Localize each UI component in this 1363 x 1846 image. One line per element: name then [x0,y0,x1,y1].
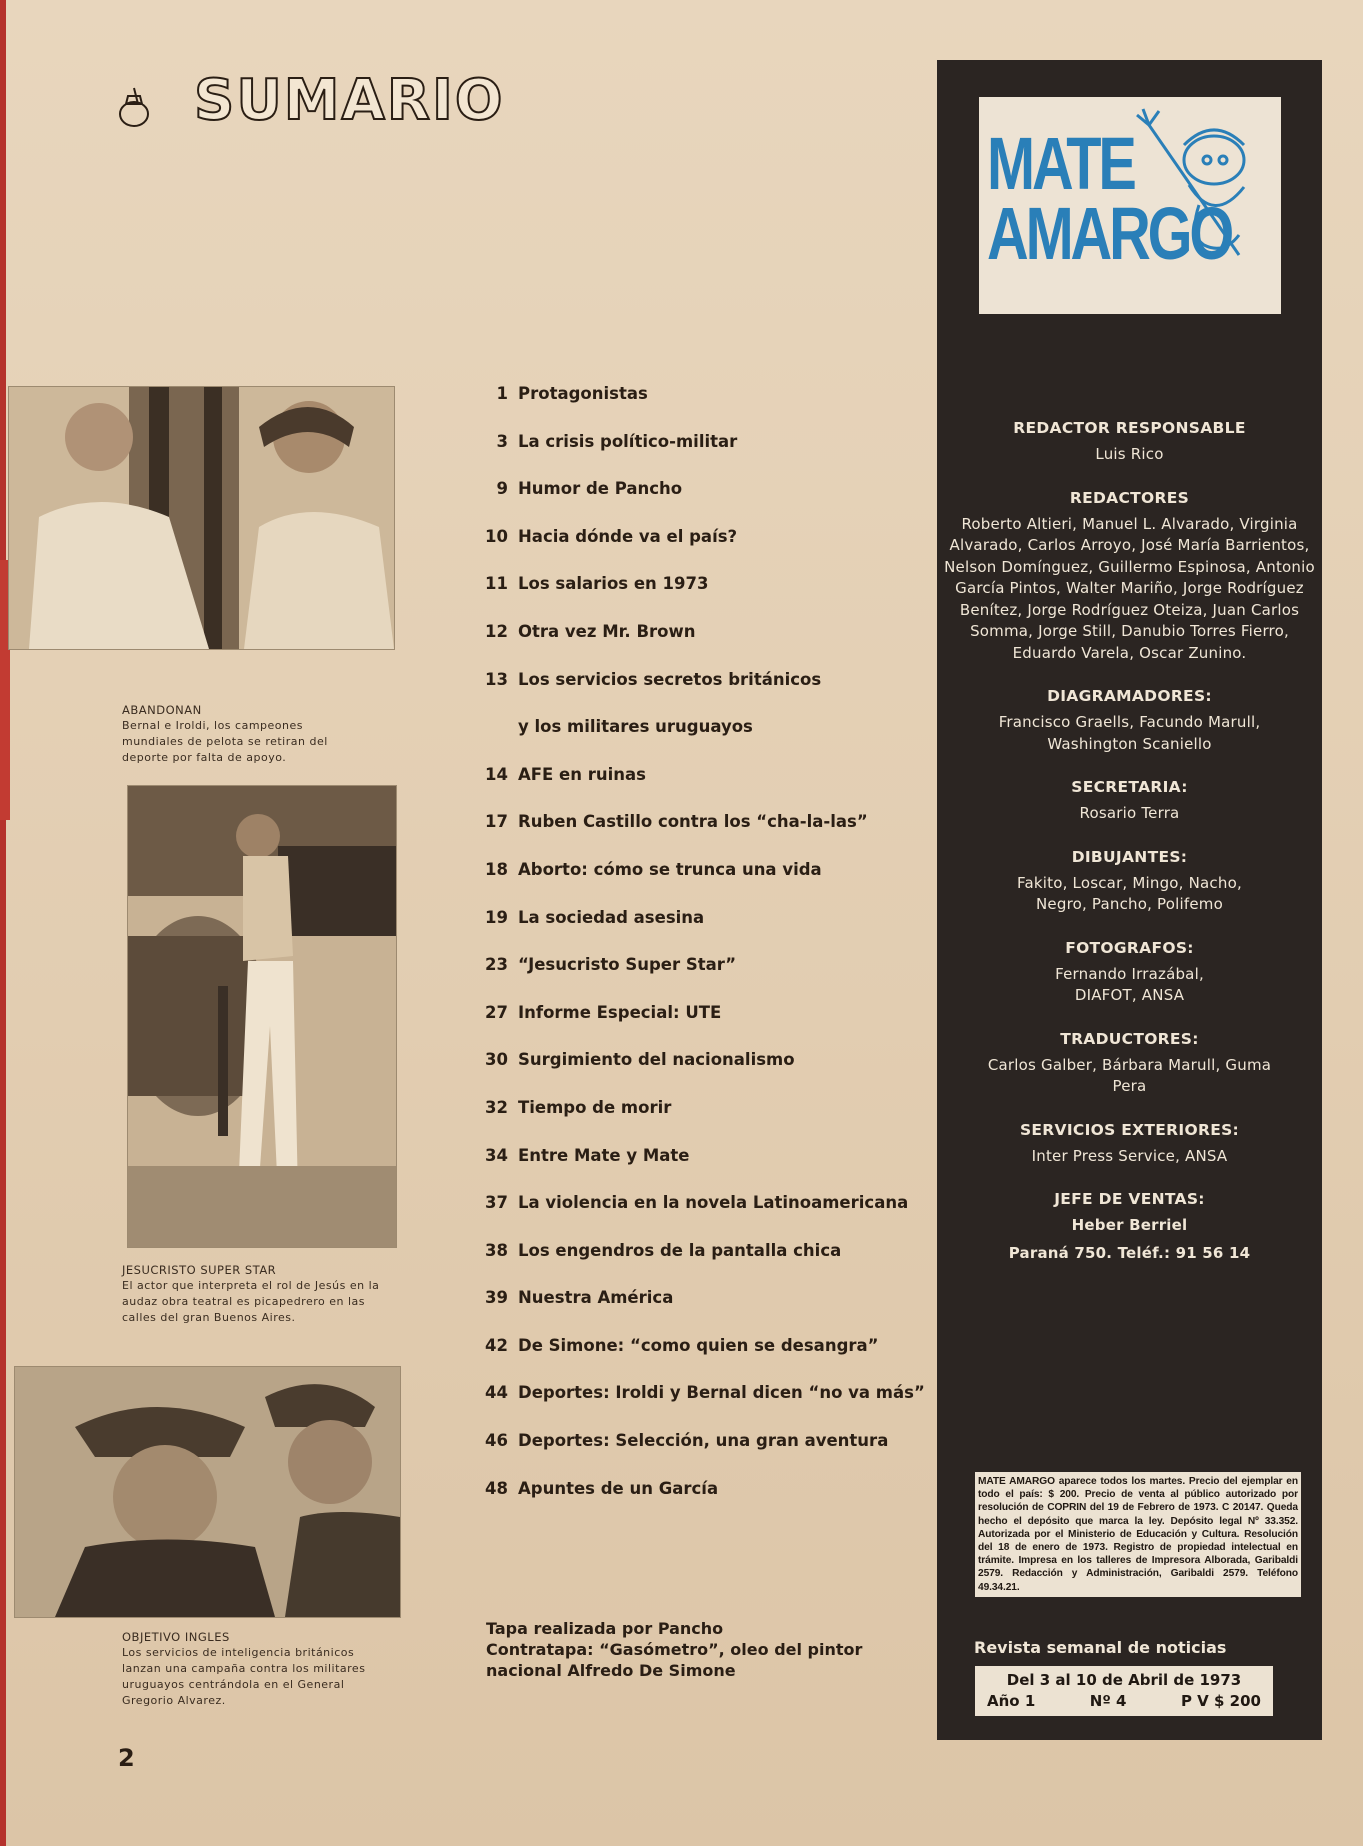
caption-abandonan [122,702,366,766]
toc-entry[interactable]: 37 La violencia en la novela Latinoamericana [485,1193,909,1213]
back-cover-credit-line: Contratapa: “Gasómetro”, oleo del pintor [486,1640,863,1659]
staff-value: Rosario Terra [1079,804,1180,822]
back-cover-credit-line: nacional Alfredo De Simone [486,1661,736,1680]
staff-heading: SECRETARIA: [1071,778,1188,796]
mate-gourd-icon [112,86,156,130]
staff-value: Fernando Irrazábal, DIAFOT, ANSA [1055,964,1204,1004]
page-edge [0,0,6,1846]
toc-entry[interactable]: 13 Los servicios secretos británicos [485,669,822,689]
toc-entry[interactable]: 10 Hacia dónde va el país? [485,526,738,546]
staff-value: Roberto Altieri, Manuel L. Alvarado, Virginia Alvarado, Carlos Arroyo, José María Barrientos, Nelson Domínguez, Guillermo Espinosa, Antonio García Pintos, Walter Mariño, Jorge Rodríguez Benítez, Jorge Rodríguez Oteiza, Juan Carlos Somma, Jorge Still, Danubio Torres Fierro, Eduardo Varela, Oscar Zunino. [944,514,1315,662]
toc-entry[interactable]: 1 Protagonistas [496,384,648,403]
staff-heading: REDACTOR RESPONSABLE [1013,419,1246,437]
staff-heading: JEFE DE VENTAS: [1054,1190,1205,1208]
toc-entry[interactable]: 39 Nuestra América [485,1288,674,1308]
staff-value: Francisco Graells, Facundo Marull, Washington Scaniello [998,713,1261,753]
section-title: SUMARIO [194,68,505,133]
staff-heading: DIBUJANTES: [1071,847,1188,866]
issue-price: P V $ 200 [1180,1692,1261,1710]
caption-objetivo [122,1629,366,1709]
staff-list [937,418,1322,1264]
toc-entry[interactable]: 23 “Jesucristo Super Star” [485,955,737,975]
toc-entry[interactable]: 30 Surgimiento del nacionalismo [485,1050,795,1070]
sales-address: Paraná 750. Teléf.: 91 56 14 [1008,1243,1251,1262]
cover-credit-line: Tapa realizada por Pancho [486,1619,724,1638]
caption-title: ABANDONAN [122,703,202,717]
staff-heading: REDACTORES [1069,488,1190,507]
staff-heading: SERVICIOS EXTERIORES: [1019,1120,1240,1139]
issue-year: Año 1 [987,1692,1036,1710]
toc-entry-continued[interactable]: y los militares uruguayos [518,717,753,737]
toc-entry[interactable]: 32 Tiempo de morir [485,1097,672,1117]
toc-entry[interactable]: 17 Ruben Castillo contra los “cha-la-las” [485,812,868,832]
masthead-panel [937,60,1322,1740]
toc-entry[interactable]: 11 Los salarios en 1973 [485,574,709,594]
toc-entry[interactable]: 48 Apuntes de un García [485,1478,719,1498]
staff-value: Fakito, Loscar, Mingo, Nacho, Negro, Pancho, Polifemo [1017,873,1242,913]
photo-abandonan [8,386,395,650]
issue-dates: Del 3 al 10 de Abril de 1973 [1006,1671,1242,1689]
staff-value: Carlos Galber, Bárbara Marull, Guma Pera [987,1055,1272,1095]
toc-entry[interactable]: 44 Deportes: Iroldi y Bernal dicen “no va más” [485,1383,925,1403]
photo-jesucristo [127,785,397,1248]
photo-objetivo-ingles [14,1366,401,1618]
toc-entry[interactable]: 42 De Simone: “como quien se desangra” [485,1335,879,1355]
cover-credits [486,1618,886,1681]
magazine-logo [979,97,1281,314]
tagline: Revista semanal de noticias [974,1638,1227,1657]
page-number: 2 [118,1744,135,1772]
toc-entry[interactable]: 12 Otra vez Mr. Brown [485,621,696,641]
staff-value: Luis Rico [1095,445,1164,463]
staff-value: Heber Berriel [1071,1216,1188,1234]
devil-character-icon [1129,105,1277,275]
toc-entry[interactable]: 18 Aborto: cómo se trunca una vida [485,859,822,879]
legal-notice: MATE AMARGO aparece todos los martes. Precio del ejemplar en todo el país: $ 200. Precio de venta al público autorizado por resolución de COPRIN del 19 de Febrero de 1973. C 20147. Queda hecho el depósito que marca la ley. Depósito legal Nº 33.352. Autorizada por el Ministerio de Educación y Cultura. Resolución del 18 de enero de 1973. Registro de propiedad intelectual en trámite. Impresa en los talleres de Impresora Alborada, Garibaldi 2579. Redacción y Administración, Garibaldi 2579. Teléfono 49.34.21. [975,1472,1301,1597]
toc-entry[interactable]: 9 Humor de Pancho [496,479,683,499]
toc-entry[interactable]: 34 Entre Mate y Mate [485,1145,690,1165]
caption-text: Bernal e Iroldi, los campeones mundiales de pelota se retiran del deporte por falta de apoyo. [122,719,328,764]
toc-entry[interactable]: 19 La sociedad asesina [485,907,705,927]
issue-number: Nº 4 [1089,1692,1127,1710]
logo-text: MATE AMARGO [987,122,1232,275]
caption-title: JESUCRISTO SUPER STAR [122,1263,277,1277]
toc-entry[interactable]: 3 La crisis político-militar [496,431,738,451]
caption-text: Los servicios de inteligencia británicos lanzan una campaña contra los militares uruguayos centrándola en el General Gregorio Alvarez. [122,1646,366,1707]
caption-title: OBJETIVO INGLES [122,1630,230,1644]
staff-heading: FOTOGRAFOS: [1065,938,1194,957]
staff-value: Inter Press Service, ANSA [1031,1146,1228,1165]
issue-info [975,1666,1273,1716]
toc-entry[interactable]: 14 AFE en ruinas [485,764,646,784]
caption-text: El actor que interpreta el rol de Jesús en la audaz obra teatral es picapedrero en las calles del gran Buenos Aires. [122,1279,380,1324]
table-of-contents [470,384,940,1526]
staff-heading: TRADUCTORES: [1060,1029,1199,1048]
caption-jesucristo [122,1262,382,1326]
toc-entry[interactable]: 27 Informe Especial: UTE [485,1002,722,1022]
staff-heading: DIAGRAMADORES: [1047,687,1212,705]
toc-entry[interactable]: 38 Los engendros de la pantalla chica [485,1240,842,1260]
toc-entry[interactable]: 46 Deportes: Selección, una gran aventura [485,1431,889,1451]
